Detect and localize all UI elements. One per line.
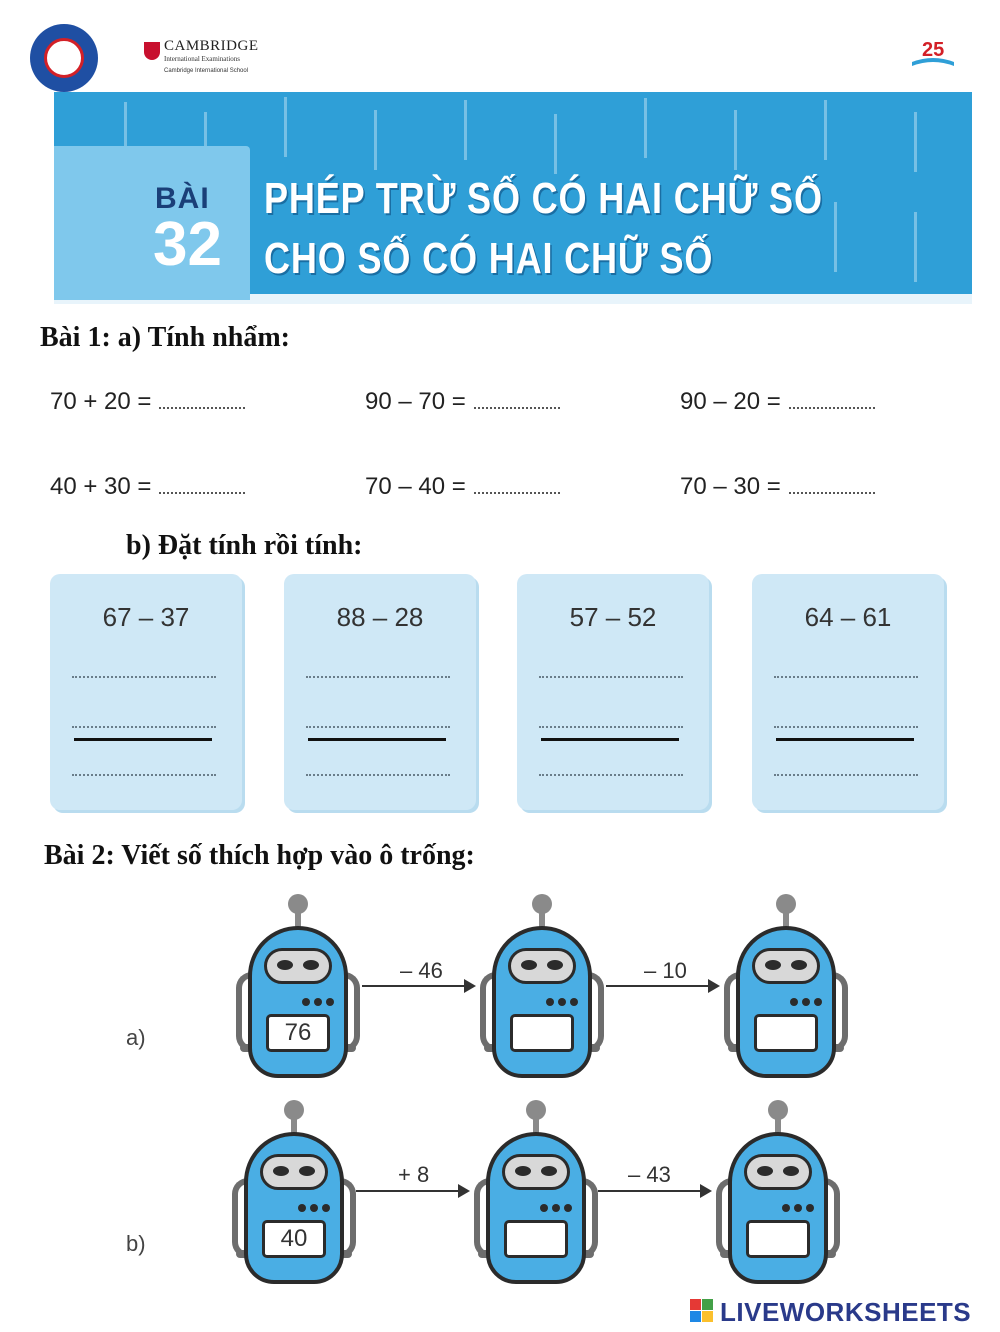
- result-bar: [776, 738, 914, 741]
- answer-line[interactable]: [774, 676, 918, 678]
- answer-blank[interactable]: [789, 391, 875, 409]
- math-problem: 90 – 20 =: [680, 388, 875, 416]
- answer-line[interactable]: [539, 676, 683, 678]
- robot-screen-start: 40: [262, 1220, 326, 1258]
- math-problem: 70 – 40 =: [365, 473, 560, 501]
- card-expression: 57 – 52: [569, 602, 657, 632]
- answer-blank[interactable]: [159, 391, 245, 409]
- answer-line[interactable]: [774, 726, 918, 728]
- math-problem: 40 + 30 =: [50, 473, 245, 501]
- anniversary-logo-icon: [908, 32, 958, 72]
- card-expression: 64 – 61: [804, 602, 892, 632]
- answer-line[interactable]: [306, 676, 450, 678]
- row-a-label: a): [126, 1025, 146, 1050]
- arrow-right-icon: [598, 1190, 710, 1192]
- row-b-label: b): [126, 1231, 146, 1256]
- cambridge-title: CAMBRIDGE: [164, 38, 259, 54]
- operation-label: – 43: [628, 1162, 671, 1187]
- cambridge-subtitle: International Examinations: [164, 55, 241, 63]
- answer-line[interactable]: [306, 726, 450, 728]
- robot-answer-box[interactable]: [746, 1220, 810, 1258]
- robot: [480, 894, 604, 1084]
- exercise1-heading: Bài 1: a) Tính nhẩm:: [40, 322, 290, 353]
- arrow-right-icon: [356, 1190, 468, 1192]
- robot-answer-box[interactable]: [754, 1014, 818, 1052]
- card-expression: 88 – 28: [336, 602, 424, 632]
- answer-blank[interactable]: [159, 476, 245, 494]
- operation-label: + 8: [398, 1162, 430, 1187]
- answer-line[interactable]: [539, 726, 683, 728]
- card-expression: 67 – 37: [102, 602, 190, 632]
- school-logo: [30, 24, 98, 92]
- answer-line[interactable]: [72, 726, 216, 728]
- answer-line[interactable]: [774, 774, 918, 776]
- lesson-word: BÀI: [155, 182, 210, 215]
- robot-screen-start: 76: [266, 1014, 330, 1052]
- math-problem: 70 – 30 =: [680, 473, 875, 501]
- robot-answer-box[interactable]: [510, 1014, 574, 1052]
- robot: [474, 1100, 598, 1290]
- robot-answer-box[interactable]: [504, 1220, 568, 1258]
- liveworksheets-logo: [690, 1297, 990, 1327]
- cambridge-school: Cambridge International School: [164, 68, 249, 74]
- exercise1b-heading: b) Đặt tính rồi tính:: [126, 530, 363, 561]
- answer-blank[interactable]: [789, 476, 875, 494]
- column-subtraction-card: [50, 574, 242, 810]
- answer-line[interactable]: [72, 676, 216, 678]
- result-bar: [541, 738, 679, 741]
- result-bar: [74, 738, 212, 741]
- answer-line[interactable]: [539, 774, 683, 776]
- robot: [716, 1100, 840, 1290]
- answer-line[interactable]: [72, 774, 216, 776]
- lesson-number: 32: [153, 210, 222, 279]
- svg-text:25: 25: [922, 39, 945, 61]
- lesson-title-line1: PHÉP TRỪ SỐ CÓ HAI CHỮ SỐ: [264, 174, 823, 223]
- arrow-right-icon: [362, 985, 474, 987]
- result-bar: [308, 738, 446, 741]
- math-problem: 70 + 20 =: [50, 388, 245, 416]
- liveworksheets-text: LIVEWORKSHEETS: [720, 1297, 972, 1327]
- operation-label: – 10: [644, 958, 687, 983]
- operation-label: – 46: [400, 958, 443, 983]
- robot: [724, 894, 848, 1084]
- robot: [232, 1100, 356, 1290]
- column-subtraction-card: [752, 574, 944, 810]
- arrow-right-icon: [606, 985, 718, 987]
- column-subtraction-card: [284, 574, 476, 810]
- answer-blank[interactable]: [474, 476, 560, 494]
- lesson-title-line2: CHO SỐ CÓ HAI CHỮ SỐ: [264, 234, 714, 283]
- robot: [236, 894, 360, 1084]
- math-problem: 90 – 70 =: [365, 388, 560, 416]
- cambridge-shield-icon: [144, 42, 160, 60]
- column-subtraction-card: [517, 574, 709, 810]
- answer-line[interactable]: [306, 774, 450, 776]
- answer-blank[interactable]: [474, 391, 560, 409]
- exercise2-heading: Bài 2: Viết số thích hợp vào ô trống:: [44, 840, 475, 871]
